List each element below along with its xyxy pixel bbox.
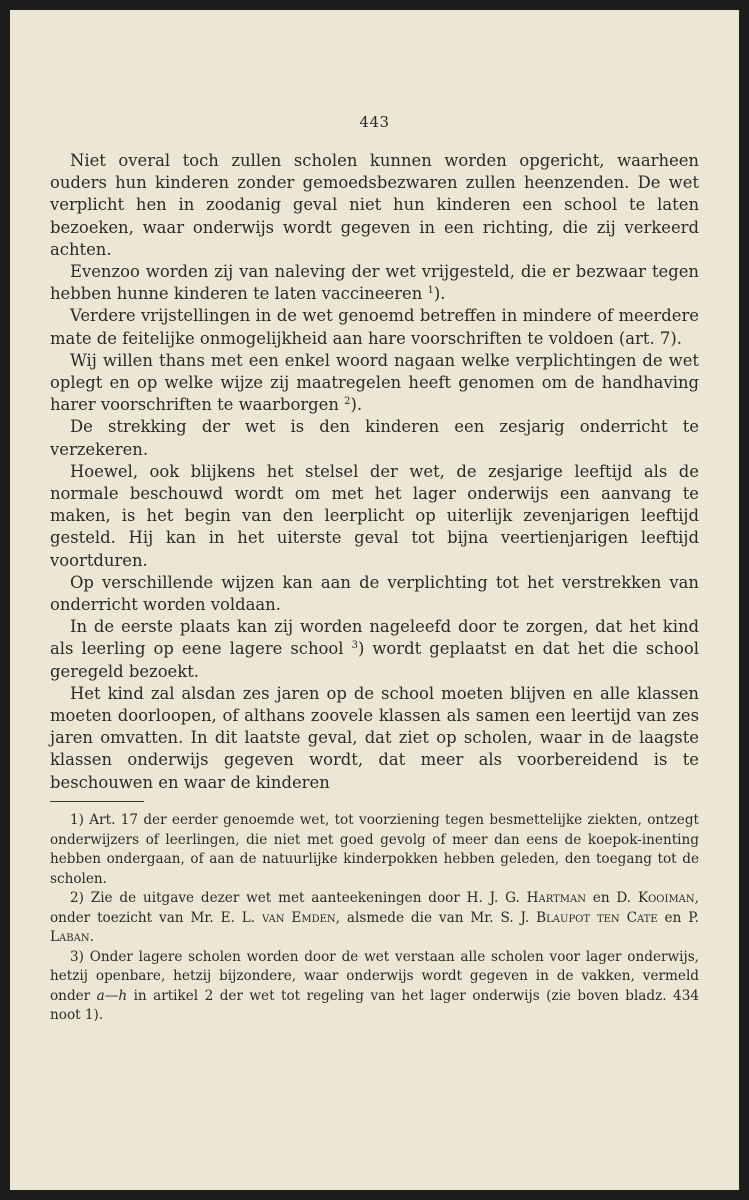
footnotes — [50, 811, 699, 1026]
paragraph: Wij willen thans met een enkel woord nagaan welke verplichtingen de wet oplegt en op welke wijze zij maatregelen heeft genomen om de handhaving harer voorschriften te waarborgen $^2$). — [50, 350, 699, 415]
paragraph: De strekking der wet is den kinderen een zesjarig onderricht te verzekeren. — [50, 417, 699, 459]
footnote-text: en D. — [592, 890, 632, 906]
footnote-text: in artikel 2 der wet tot regeling van het lager onderwijs (zie boven bladz. 434 noot 1). — [50, 987, 699, 1023]
footnote — [50, 811, 699, 889]
author-name: Blaupot ten Cate — [536, 909, 658, 926]
footnote-divider — [50, 801, 144, 802]
footnote-reference: 3 — [351, 640, 358, 652]
footnote-reference: 2 — [344, 396, 351, 408]
paragraph: Niet overal toch zullen scholen kunnen worden opgericht, waarheen ouders hun kinderen zonder gemoedsbezwaren zullen heenzenden. De wet verplicht hen in zoodanig geval niet hun kinderen een school te laten bezoeken, waar onderwijs wordt gegeven in een richting, die zij verkeerd achten. — [50, 151, 699, 259]
footnote — [50, 948, 699, 1026]
author-name: Laban — [50, 929, 90, 945]
footnote — [50, 889, 699, 948]
paragraph: Hoewel, ook blijkens het stelsel der wet, de zesjarige leeftijd als de normale beschouwd wordt om met het lager onderwijs een aanvang te maken, is het begin van den leerplicht op uiterlijk zevenjarigen leeftijd gesteld. Hij kan in het uiterste geval tot bijna veertienjarigen leeftijd voortduren. — [50, 461, 699, 570]
footnote-reference: 1 — [427, 285, 434, 297]
author-name: Kooiman — [637, 890, 695, 906]
paragraph: In de eerste plaats kan zij worden nageleefd door te zorgen, dat het kind als leerling op eene lagere school $^3$) wordt geplaatst en dat het die school geregeld bezoekt. — [50, 617, 700, 681]
main-text — [50, 150, 699, 794]
footnote-marker: 2) — [70, 890, 84, 906]
footnote-text: Zie de uitgave dezer wet met aanteekeningen door H. J. G. — [90, 890, 520, 906]
footnote-text: Onder lagere scholen worden door de wet verstaan alle scholen voor lager onderwijs, hetzij openbare, hetzij bijzondere, waar onderwijs wordt gegeven in de vakken, vermeld onder — [50, 948, 699, 1004]
footnote-text: , onder toezicht van Mr. E. L. — [50, 890, 699, 926]
page-number: 443 — [359, 113, 390, 131]
footnote-marker: 1) — [70, 812, 84, 828]
footnote-text: Art. 17 der eerder genoemde wet, tot voorziening tegen besmettelijke ziekten, ontzegt onderwijzers of leerlingen, die niet met goed gevolg of meer dan eens de koepok-inenting hebben ondergaan, of aan de natuurlijke kinderpokken hebben geleden, den toegang tot de scholen. — [50, 812, 699, 887]
paragraph-text: Evenzoo worden zij van naleving der wet vrijgesteld, die er bezwaar tegen hebben hunne kinderen te laten vaccineeren — [50, 262, 699, 304]
paragraph: Evenzoo worden zij van naleving der wet vrijgesteld, die er bezwaar tegen hebben hunne kinderen te laten vaccineeren $^1$). — [50, 262, 699, 304]
footnote-text: en P. — [664, 909, 699, 926]
footnote-text: . — [89, 929, 94, 945]
footnote-marker: 3) — [70, 948, 84, 965]
subject-range: a—h — [96, 987, 128, 1004]
book-page — [10, 10, 739, 1190]
paragraph: Op verschillende wijzen kan aan de verplichting tot het verstrekken van onderricht worden voldaan. — [50, 572, 699, 615]
author-name: van Emden — [262, 909, 336, 926]
paragraph-text: In de eerste plaats kan zij worden nageleefd door te zorgen, dat het kind als leerling op eene lagere school — [50, 617, 699, 659]
paragraph: Verdere vrijstellingen in de wet genoemd betreffen in mindere of meerdere mate de feitelijke onmogelijkheid aan hare voorschriften te voldoen (art. 7). — [50, 306, 699, 348]
paragraph: Het kind zal alsdan zes jaren op de school moeten blijven en alle klassen moeten doorloopen, of althans zoovele klassen als samen een leertijd van zes jaren omvatten. In dit laatste geval, dat ziet op scholen, waar in de laagste klassen onderwijs gegeven wordt, dat meer als voorbereidend is te beschouwen en waar de kinderen — [50, 683, 699, 792]
paragraph-text: Wij willen thans met een enkel woord nagaan welke verplichtingen de wet oplegt en op welke wijze zij maatregelen heeft genomen om de handhaving harer voorschriften te waarborgen — [50, 350, 699, 415]
author-name: Hartman — [526, 890, 586, 906]
paragraph-text: wordt geplaatst en dat het die school geregeld bezoekt. — [50, 639, 700, 681]
footnote-text: , alsmede die van Mr. S. J. — [335, 909, 530, 926]
